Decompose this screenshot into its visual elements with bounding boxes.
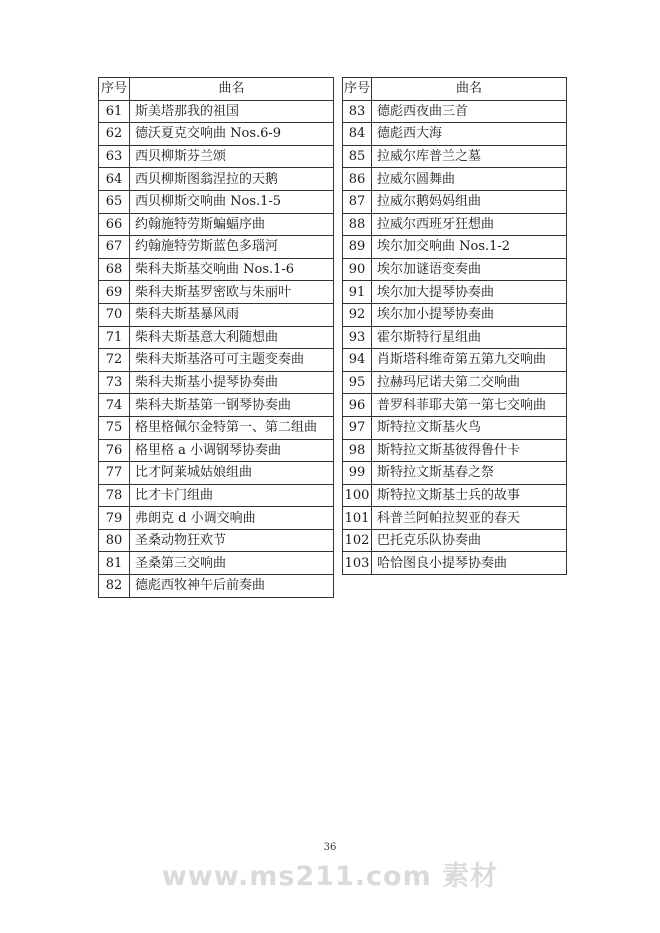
table-row [99,484,334,507]
row-number: 93 [343,326,372,349]
table-row [343,552,567,575]
table-row [343,349,567,372]
row-title: 埃尔加交响曲 Nos.1-2 [372,236,567,259]
table-row [99,213,334,236]
table-row [343,507,567,530]
table-row [343,462,567,485]
row-title: 比才阿莱城姑娘组曲 [130,462,334,485]
row-number: 76 [99,439,130,462]
row-number: 67 [99,236,130,259]
table-row [99,462,334,485]
row-number: 87 [343,190,372,213]
row-number: 91 [343,281,372,304]
row-number: 72 [99,349,130,372]
table-row [99,575,334,598]
row-title: 柴科夫斯基洛可可主题变奏曲 [130,349,334,372]
row-number: 94 [343,349,372,372]
table-row [343,168,567,191]
row-title: 德彪西牧神午后前奏曲 [130,575,334,598]
row-title: 肖斯塔科维奇第五第九交响曲 [372,349,567,372]
row-number: 90 [343,258,372,281]
row-title: 斯特拉文斯基春之祭 [372,462,567,485]
row-title: 拉威尔西班牙狂想曲 [372,213,567,236]
table-row [99,303,334,326]
table-row [343,371,567,394]
table-header-row [99,78,334,101]
row-title: 柴科夫斯基罗密欧与朱丽叶 [130,281,334,304]
row-number: 95 [343,371,372,394]
row-number: 61 [99,100,130,123]
table-row [343,145,567,168]
table-header-row [343,78,567,101]
row-title: 西贝柳斯芬兰颂 [130,145,334,168]
row-number: 103 [343,552,372,575]
table-row [99,349,334,372]
table-row [99,236,334,259]
row-number: 68 [99,258,130,281]
table-row [99,168,334,191]
row-number: 64 [99,168,130,191]
row-title: 科普兰阿帕拉契亚的春天 [372,507,567,530]
row-title: 格里格 a 小调钢琴协奏曲 [130,439,334,462]
row-title: 拉威尔库普兰之墓 [372,145,567,168]
row-number: 77 [99,462,130,485]
table-row [99,281,334,304]
row-number: 102 [343,529,372,552]
row-title: 哈恰图良小提琴协奏曲 [372,552,567,575]
row-number: 89 [343,236,372,259]
row-number: 73 [99,371,130,394]
row-number: 69 [99,281,130,304]
row-number: 78 [99,484,130,507]
table-row [343,123,567,146]
table-row [99,145,334,168]
table-row [99,258,334,281]
row-number: 86 [343,168,372,191]
row-number: 97 [343,416,372,439]
table-row [343,326,567,349]
table-row [343,258,567,281]
table-row [343,100,567,123]
row-title: 柴科夫斯基第一钢琴协奏曲 [130,394,334,417]
row-title: 普罗科菲耶夫第一第七交响曲 [372,394,567,417]
row-title: 弗朗克 d 小调交响曲 [130,507,334,530]
row-title: 埃尔加谜语变奏曲 [372,258,567,281]
table-row [99,552,334,575]
row-title: 德彪西夜曲三首 [372,100,567,123]
table-row [343,303,567,326]
row-number: 85 [343,145,372,168]
row-number: 75 [99,416,130,439]
row-title: 霍尔斯特行星组曲 [372,326,567,349]
header-title: 曲名 [372,78,567,101]
row-number: 79 [99,507,130,530]
table-row [343,416,567,439]
row-title: 德沃夏克交响曲 Nos.6-9 [130,123,334,146]
header-number: 序号 [99,78,130,101]
row-number: 66 [99,213,130,236]
table-row [99,371,334,394]
table-row [343,484,567,507]
row-title: 巴托克乐队协奏曲 [372,529,567,552]
header-number: 序号 [343,78,372,101]
table-row [99,123,334,146]
row-number: 65 [99,190,130,213]
table-row [99,190,334,213]
row-title: 比才卡门组曲 [130,484,334,507]
row-number: 98 [343,439,372,462]
row-title: 柴科夫斯基小提琴协奏曲 [130,371,334,394]
row-title: 西贝柳斯图翁涅拉的天鹅 [130,168,334,191]
row-number: 101 [343,507,372,530]
table-row [99,439,334,462]
row-number: 88 [343,213,372,236]
music-table-left [98,77,334,598]
table-row [99,529,334,552]
table-row [343,281,567,304]
table-row [343,439,567,462]
page-number: 36 [323,842,337,853]
row-title: 柴科夫斯基意大利随想曲 [130,326,334,349]
row-title: 圣桑动物狂欢节 [130,529,334,552]
row-title: 斯特拉文斯基彼得鲁什卡 [372,439,567,462]
table-row [99,507,334,530]
row-number: 83 [343,100,372,123]
row-number: 92 [343,303,372,326]
row-title: 约翰施特劳斯蓝色多瑙河 [130,236,334,259]
row-number: 82 [99,575,130,598]
row-title: 约翰施特劳斯蝙蝠序曲 [130,213,334,236]
music-table-right [342,77,567,575]
row-title: 埃尔加大提琴协奏曲 [372,281,567,304]
row-number: 70 [99,303,130,326]
row-title: 柴科夫斯基交响曲 Nos.1-6 [130,258,334,281]
row-number: 81 [99,552,130,575]
row-title: 斯特拉文斯基火鸟 [372,416,567,439]
row-number: 84 [343,123,372,146]
row-number: 71 [99,326,130,349]
row-title: 格里格佩尔金特第一、第二组曲 [130,416,334,439]
row-number: 74 [99,394,130,417]
row-title: 拉威尔圆舞曲 [372,168,567,191]
row-title: 圣桑第三交响曲 [130,552,334,575]
row-title: 埃尔加小提琴协奏曲 [372,303,567,326]
header-title: 曲名 [130,78,334,101]
row-title: 拉威尔鹅妈妈组曲 [372,190,567,213]
row-title: 西贝柳斯交响曲 Nos.1-5 [130,190,334,213]
row-number: 62 [99,123,130,146]
row-number: 63 [99,145,130,168]
row-number: 96 [343,394,372,417]
row-title: 斯美塔那我的祖国 [130,100,334,123]
table-row [99,394,334,417]
row-number: 80 [99,529,130,552]
table-row [343,190,567,213]
table-row [99,416,334,439]
row-title: 柴科夫斯基暴风雨 [130,303,334,326]
table-row [99,100,334,123]
row-number: 100 [343,484,372,507]
row-title: 拉赫玛尼诺夫第二交响曲 [372,371,567,394]
table-row [343,529,567,552]
table-row [343,213,567,236]
watermark: www.ms211.com 素材 [161,861,499,892]
table-row [343,236,567,259]
row-title: 斯特拉文斯基士兵的故事 [372,484,567,507]
table-row [99,326,334,349]
row-title: 德彪西大海 [372,123,567,146]
row-number: 99 [343,462,372,485]
table-row [343,394,567,417]
